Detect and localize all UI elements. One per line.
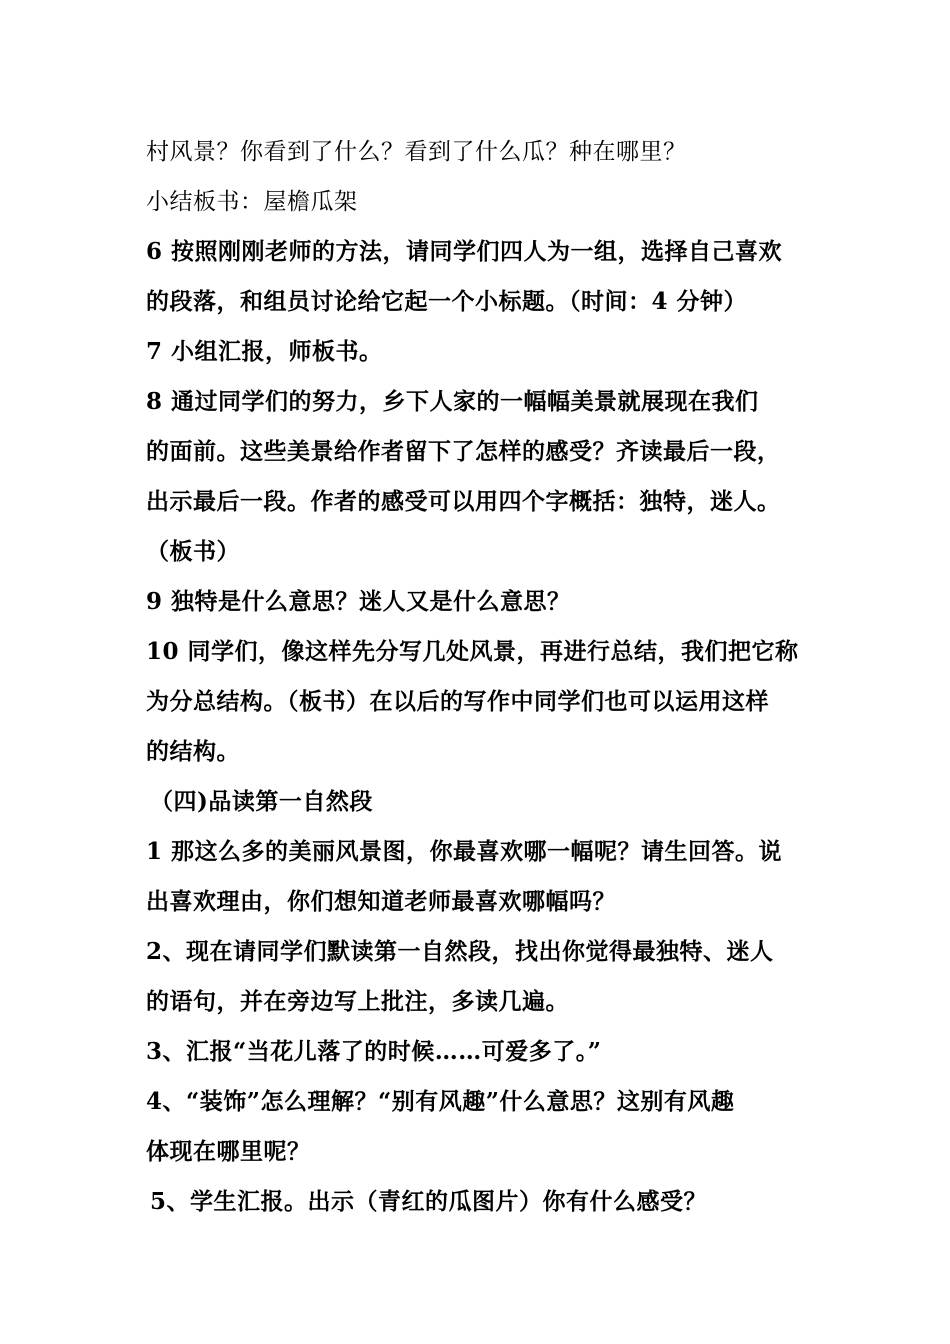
text-line: 出示最后一段。作者的感受可以用四个字概括：独特，迷人。 xyxy=(146,488,781,515)
text-line: 6 按照刚刚老师的方法，请同学们四人为一组，选择自己喜欢 xyxy=(146,238,783,265)
text-line: 的结构。 xyxy=(146,738,240,765)
text-line: 5、学生汇报。出示（青红的瓜图片）你有什么感受？ xyxy=(150,1188,708,1215)
text-line: 出喜欢理由，你们想知道老师最喜欢哪幅吗？ xyxy=(146,888,616,915)
text-line: 村风景？你看到了什么？看到了什么瓜？种在哪里？ xyxy=(146,139,687,165)
text-line: 9 独特是什么意思？迷人又是什么意思？ xyxy=(146,588,571,615)
text-line: （板书） xyxy=(146,538,240,565)
text-line: 10 同学们，像这样先分写几处风景，再进行总结，我们把它称 xyxy=(146,638,799,665)
text-line: 3、汇报“当花儿落了的时候……可爱多了。” xyxy=(146,1038,602,1065)
text-line: 小结板书：屋檐瓜架 xyxy=(146,189,358,215)
text-line: 8 通过同学们的努力，乡下人家的一幅幅美景就展现在我们 xyxy=(146,388,759,415)
section-heading: （四)品读第一自然段 xyxy=(150,788,373,815)
text-line: 1 那这么多的美丽风景图，你最喜欢哪一幅呢？请生回答。说 xyxy=(146,838,783,865)
document-body xyxy=(146,127,826,1227)
text-line: 2、现在请同学们默读第一自然段，找出你觉得最独特、迷人 xyxy=(146,938,774,965)
text-line: 的面前。这些美景给作者留下了怎样的感受？齐读最后一段， xyxy=(146,438,781,465)
text-line: 为分总结构。（板书）在以后的写作中同学们也可以运用这样 xyxy=(146,688,769,715)
text-line: 4、“装饰”怎么理解？“别有风趣”什么意思？这别有风趣 xyxy=(146,1088,735,1115)
text-line: 7 小组汇报，师板书。 xyxy=(146,338,383,365)
text-line: 体现在哪里呢？ xyxy=(146,1138,311,1165)
text-line: 的语句，并在旁边写上批注，多读几遍。 xyxy=(146,988,569,1015)
text-line: 的段落，和组员讨论给它起一个小标题。（时间：4 分钟） xyxy=(146,288,748,315)
